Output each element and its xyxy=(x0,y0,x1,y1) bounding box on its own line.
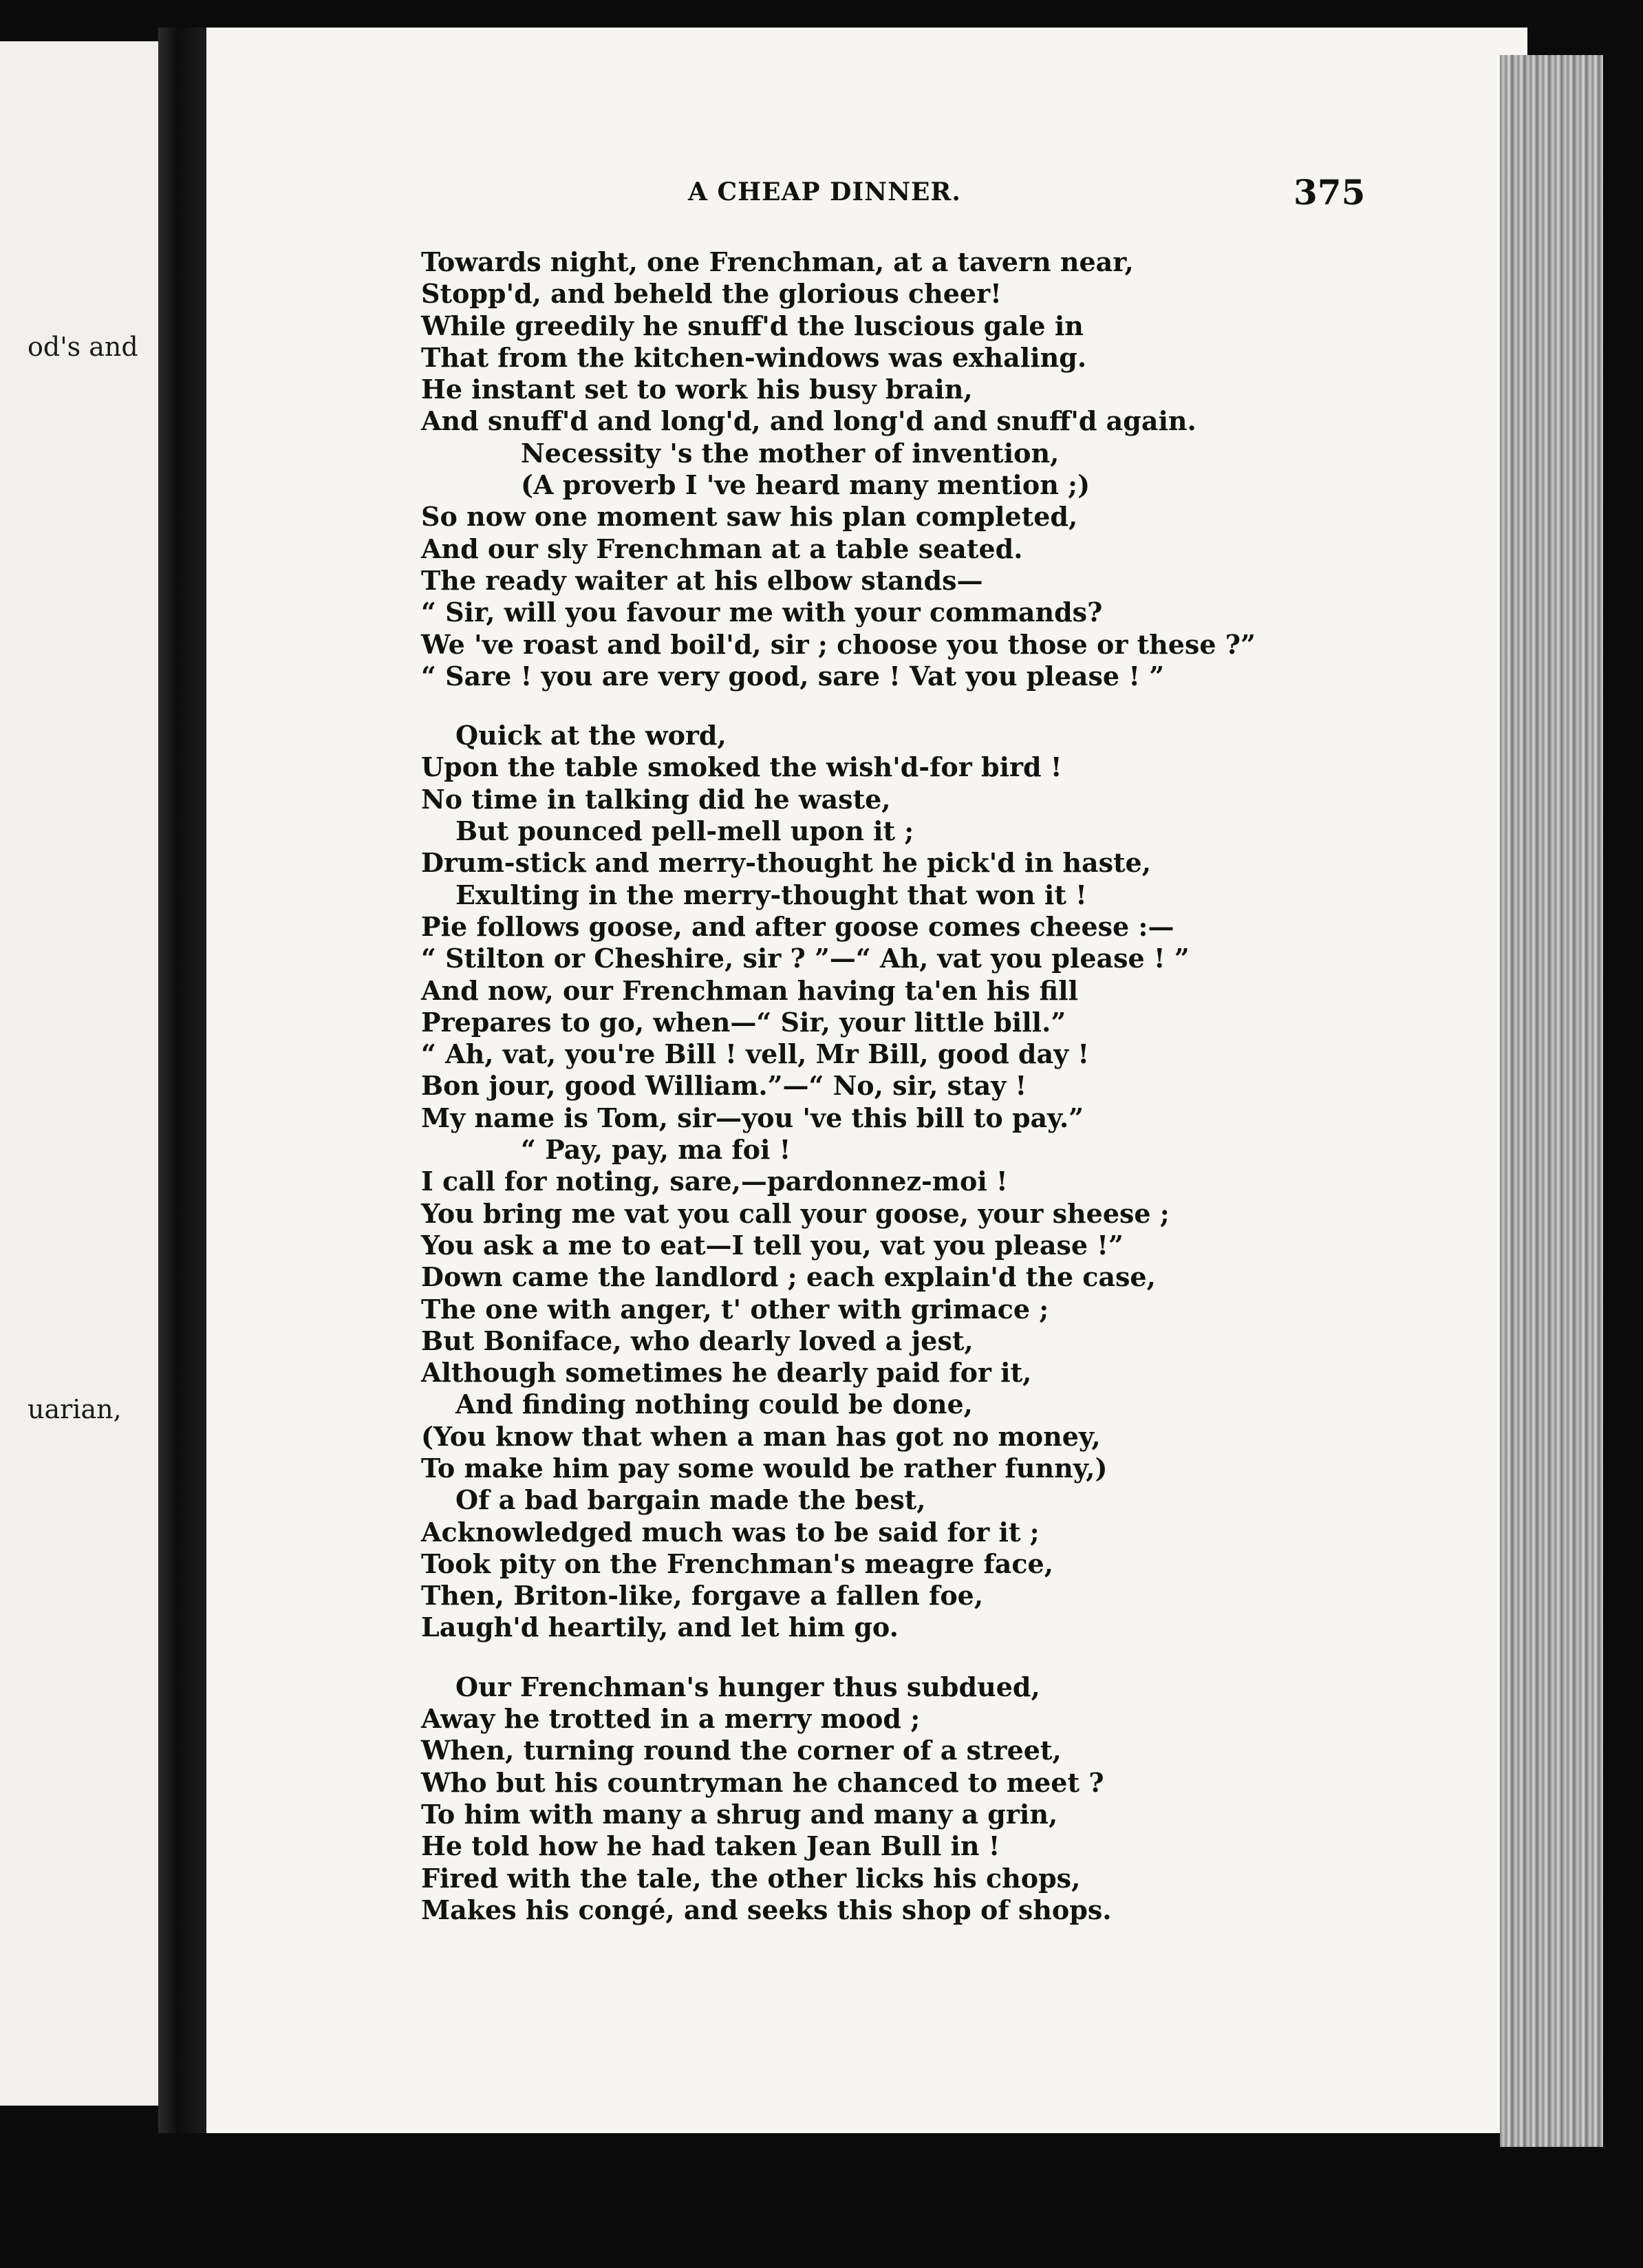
poem-line: That from the kitchen-windows was exhaling. xyxy=(421,341,1087,373)
poem-line: Took pity on the Frenchman's meagre face, xyxy=(421,1548,1053,1579)
poem-line: (A proverb I 've heard many mention ;) xyxy=(521,469,1091,501)
poem-line: Who but his countryman he chanced to meet ? xyxy=(421,1766,1104,1798)
poem-line: Prepares to go, when—“ Sir, your little bill.” xyxy=(421,1006,1066,1038)
poem-line: So now one moment saw his plan completed, xyxy=(421,501,1078,533)
poem-line: Bon jour, good William.”—“ No, sir, stay ! xyxy=(421,1070,1027,1102)
poem-line: “ Pay, pay, ma foi ! xyxy=(521,1134,791,1166)
poem-line: Pie follows goose, and after goose comes cheese :— xyxy=(421,910,1174,942)
poem-line: Quick at the word, xyxy=(455,720,727,751)
poem-line: When, turning round the corner of a street, xyxy=(421,1735,1062,1766)
poem-line: I call for noting, sare,—pardonnez-moi ! xyxy=(421,1166,1008,1197)
poem-line: He instant set to work his busy brain, xyxy=(421,374,973,405)
poem-line: My name is Tom, sir—you 've this bill to pay.” xyxy=(421,1102,1084,1133)
poem-line: Upon the table smoked the wish'd-for bird ! xyxy=(421,751,1062,783)
poem-line: Although sometimes he dearly paid for it, xyxy=(421,1357,1032,1389)
poem-text xyxy=(421,246,1494,1926)
poem-line: Of a bad bargain made the best, xyxy=(455,1484,926,1516)
running-header: A CHEAP DINNER. xyxy=(688,178,961,206)
poem-line: Makes his congé, and seeks this shop of shops. xyxy=(421,1894,1112,1925)
poem-line: Necessity 's the mother of invention, xyxy=(521,437,1060,469)
poem-line: To him with many a shrug and many a grin, xyxy=(421,1798,1058,1830)
page-number: 375 xyxy=(1293,172,1366,213)
poem-line: Our Frenchman's hunger thus subdued, xyxy=(455,1671,1040,1702)
poem-line: Down came the landlord ; each explain'd the case, xyxy=(421,1261,1156,1293)
poem-line: Stopp'd, and beheld the glorious cheer! xyxy=(421,278,1002,310)
poem-line: “ Ah, vat, you're Bill ! vell, Mr Bill, good day ! xyxy=(421,1038,1090,1070)
poem-line: We 've roast and boil'd, sir ; choose you those or these ?” xyxy=(421,628,1256,660)
poem-line: Away he trotted in a merry mood ; xyxy=(421,1703,921,1735)
page-edges xyxy=(1500,55,1603,2147)
poem-line: You bring me vat you call your goose, your sheese ; xyxy=(421,1197,1170,1229)
poem-line: He told how he had taken Jean Bull in ! xyxy=(421,1830,1000,1862)
book-gutter xyxy=(158,28,206,2133)
poem-line: And snuff'd and long'd, and long'd and snuff'd again. xyxy=(421,405,1196,437)
poem-line: While greedily he snuff'd the luscious gale in xyxy=(421,310,1084,341)
stanza-break xyxy=(421,692,1494,720)
poem-line: Exulting in the merry-thought that won it ! xyxy=(455,879,1087,910)
poem-line: You ask a me to eat—I tell you, vat you please !” xyxy=(421,1229,1124,1261)
stanza-break xyxy=(421,1644,1494,1671)
poem-line: “ Sare ! you are very good, sare ! Vat you please ! ” xyxy=(421,660,1165,692)
poem-line: Fired with the tale, the other licks his chops, xyxy=(421,1862,1081,1894)
poem-line: The one with anger, t' other with grimace ; xyxy=(421,1293,1049,1325)
left-page-fragment: od's and xyxy=(28,332,138,362)
poem-line: “ Stilton or Cheshire, sir ? ”—“ Ah, vat you please ! ” xyxy=(421,943,1190,974)
poem-line: Acknowledged much was to be said for it ; xyxy=(421,1516,1040,1548)
poem-line: The ready waiter at his elbow stands— xyxy=(421,564,983,596)
left-page-fragment: uarian, xyxy=(28,1394,122,1424)
poem-line: “ Sir, will you favour me with your commands? xyxy=(421,597,1103,628)
poem-line: (You know that when a man has got no money, xyxy=(421,1420,1101,1452)
poem-line: Towards night, one Frenchman, at a tavern near, xyxy=(421,246,1134,277)
poem-line: Then, Briton-like, forgave a fallen foe, xyxy=(421,1580,984,1612)
poem-line: And our sly Frenchman at a table seated. xyxy=(421,533,1023,564)
poem-line: But pounced pell-mell upon it ; xyxy=(455,815,914,847)
poem-line: Drum-stick and merry-thought he pick'd in haste, xyxy=(421,847,1151,879)
poem-line: But Boniface, who dearly loved a jest, xyxy=(421,1325,974,1356)
poem-line: Laugh'd heartily, and let him go. xyxy=(421,1612,899,1643)
poem-line: And now, our Frenchman having ta'en his fill xyxy=(421,974,1078,1006)
poem-line: No time in talking did he waste, xyxy=(421,783,891,815)
poem-line: And finding nothing could be done, xyxy=(455,1389,973,1420)
poem-line: To make him pay some would be rather funny,) xyxy=(421,1452,1108,1484)
